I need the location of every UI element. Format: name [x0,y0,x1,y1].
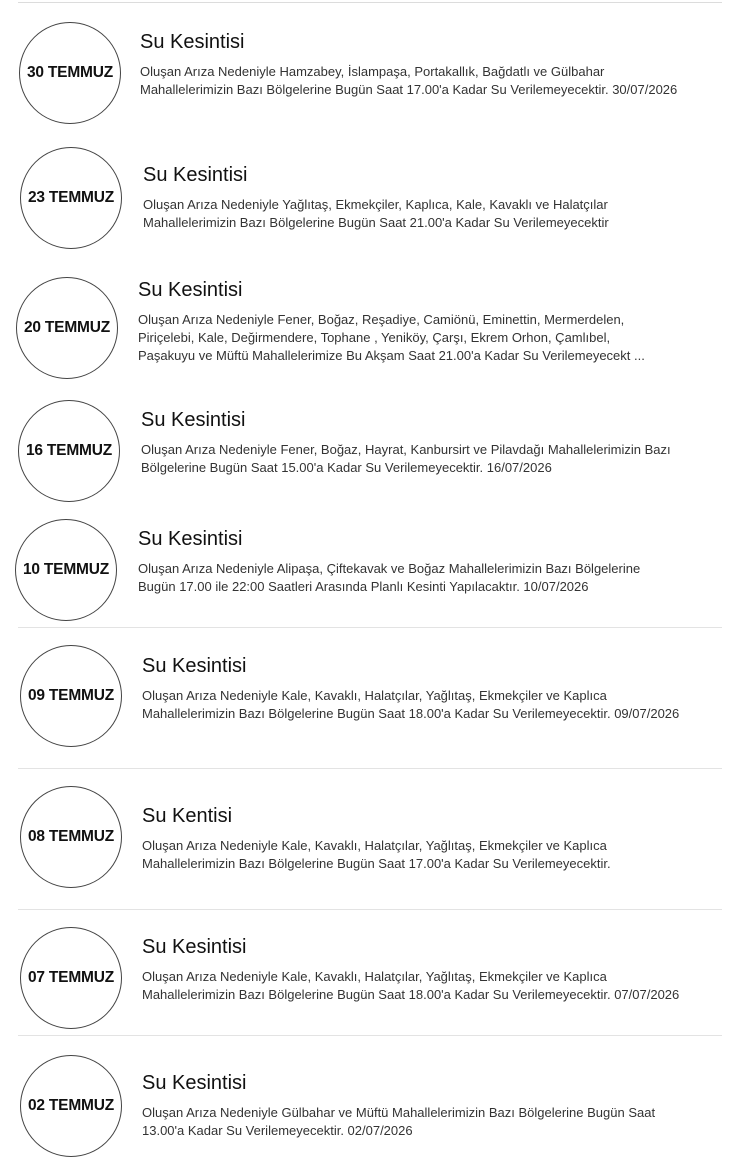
divider [18,627,722,628]
date-label: 23 TEMMUZ [27,189,115,206]
date-circle [18,400,120,502]
announcement-description: Oluşan Arıza Nedeniyle Kale, Kavaklı, Halatçılar, Yağlıtaş, Ekmekçiler ve Kaplıca Mahallelerimizin Bazı Bölgelerine Bugün Saat 18.00'a Kadar Su Verilemeyecektir. 09/07/2026 [142,688,680,721]
date-label: 09 TEMMUZ [27,687,115,704]
date-circle [20,927,122,1029]
date-label: 30 TEMMUZ [26,64,114,81]
announcement-description: Oluşan Arıza Nedeniyle Yağlıtaş, Ekmekçiler, Kaplıca, Kale, Kavaklı ve Halatçılar Mahallelerimizin Bazı Bölgelerine Bugün Saat 21.00'a Kadar Su Verilemeyecektir [143,197,609,230]
date-circle [19,22,121,124]
announcement-title[interactable]: Su Kesintisi [142,655,247,677]
date-label: 16 TEMMUZ [25,442,113,459]
announcement-description: Oluşan Arıza Nedeniyle Hamzabey, İslampaşa, Portakallık, Bağdatlı ve Gülbahar Mahallelerimizin Bazı Bölgelerine Bugün Saat 17.00'a Kadar Su Verilemeyecektir. 30/07/2026 [140,64,678,97]
date-label: 02 TEMMUZ [27,1097,115,1114]
announcement-description: Oluşan Arıza Nedeniyle Kale, Kavaklı, Halatçılar, Yağlıtaş, Ekmekçiler ve Kaplıca Mahallelerimizin Bazı Bölgelerine Bugün Saat 17.00'a Kadar Su Verilemeyecektir. [142,838,611,871]
announcement-title[interactable]: Su Kesintisi [143,164,248,186]
announcement-title[interactable]: Su Kesintisi [138,279,243,301]
divider [18,1035,722,1036]
date-circle [20,786,122,888]
announcement-title[interactable]: Su Kesintisi [140,31,245,53]
divider [18,909,722,910]
date-label: 10 TEMMUZ [22,561,110,578]
announcement-title[interactable]: Su Kesintisi [138,528,243,550]
announcement-title[interactable]: Su Kesintisi [142,936,247,958]
date-circle [15,519,117,621]
announcement-title[interactable]: Su Kentisi [142,805,233,827]
date-circle [20,645,122,747]
date-circle [16,277,118,379]
divider [18,768,722,769]
date-label: 20 TEMMUZ [23,319,111,336]
date-circle [20,147,122,249]
announcement-description: Oluşan Arıza Nedeniyle Gülbahar ve Müftü Mahallelerimizin Bazı Bölgelerine Bugün Saat 13.00'a Kadar Su Verilemeyecektir. 02/07/2026 [142,1105,656,1138]
announcement-title[interactable]: Su Kesintisi [141,409,246,431]
announcement-description: Oluşan Arıza Nedeniyle Fener, Boğaz, Hayrat, Kanbursirt ve Pilavdağı Mahallelerimizin Bazı Bölgelerine Bugün Saat 15.00'a Kadar Su Verilemeyecektir. 16/07/2026 [141,442,671,475]
announcement-description: Oluşan Arıza Nedeniyle Alipaşa, Çiftekavak ve Boğaz Mahallelerimizin Bazı Bölgelerine Bugün 17.00 ile 22:00 Saatleri Arasında Planlı Kesinti Yapılacaktır. 10/07/2026 [138,561,641,594]
announcement-description: Oluşan Arıza Nedeniyle Fener, Boğaz, Reşadiye, Camiönü, Eminettin, Mermerdelen, Piriçelebi, Kale, Değirmendere, Tophane , Yeniköy, Çarşı, Ekrem Orhon, Çamlıbel, Paşakuyu ve Müftü Mahallelerimize Bu Akşam Saat 21.00'a Kadar Su Verilemeyecekt ... [138,312,645,363]
announcement-title[interactable]: Su Kesintisi [142,1072,247,1094]
date-label: 08 TEMMUZ [27,828,115,845]
date-label: 07 TEMMUZ [27,969,115,986]
announcement-description: Oluşan Arıza Nedeniyle Kale, Kavaklı, Halatçılar, Yağlıtaş, Ekmekçiler ve Kaplıca Mahallelerimizin Bazı Bölgelerine Bugün Saat 18.00'a Kadar Su Verilemeyecektir. 07/07/2026 [142,969,680,1002]
date-circle [20,1055,122,1157]
top-divider [18,2,722,3]
